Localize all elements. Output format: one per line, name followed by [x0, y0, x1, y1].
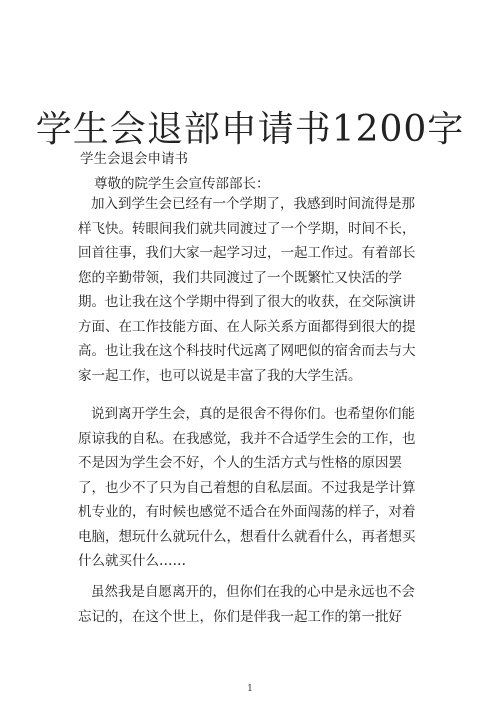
paragraph-line: 什么就买什么……: [78, 553, 186, 569]
paragraph-line: 不是因为学生会不好，个人的生活方式与性格的原因罢: [78, 455, 402, 471]
paragraph-line: 高。也让我在这个科技时代远离了网吧似的宿舍而去与大: [78, 343, 416, 359]
paragraph-1: [78, 192, 436, 388]
paragraph-line: 原谅我的自私。在我感觉，我并不合适学生会的工作，也: [78, 430, 416, 447]
paragraph-line: 机专业的，有时候也感觉不适合在外面闯荡的样子，对着: [78, 504, 416, 520]
paragraph-line: 回首往事，我们大家一起学习过，一起工作过。有着部长: [78, 245, 416, 261]
paragraph-line: 您的辛勤带领，我们共同渡过了一个既繁忙又快活的学: [78, 269, 402, 286]
paragraph-line: 样飞快。转眼间我们就共同渡过了一个学期，时间不长，: [78, 220, 416, 237]
paragraph-line: 期。也让我在这个学期中得到了很大的收获，在交际演讲: [78, 294, 416, 310]
paragraph-line: 电脑，想玩什么就玩什么，想看什么就看什么，再者想买: [78, 528, 416, 545]
paragraph-line: 说到离开学生会，真的是很舍不得你们。也希望你们能: [91, 406, 415, 422]
document-title: 学生会退部申请书1200字: [35, 109, 465, 151]
paragraph-line: 了，也少不了只为自己着想的自私层面。不过我是学计算: [78, 479, 416, 496]
paragraph-3: [78, 580, 436, 629]
paragraph-line: 方面、在工作技能方面、在人际关系方面都得到很大的提: [78, 318, 416, 335]
paragraph-line: 忘记的，在这个世上，你们是伴我一起工作的第一批好: [78, 608, 402, 625]
paragraph-line: 家一起工作，也可以说是丰富了我的大学生活。: [78, 367, 362, 384]
paragraph-line: 加入到学生会已经有一个学期了，我感到时间流得是那: [91, 196, 415, 212]
paragraph-line: 虽然我是自愿离开的，但你们在我的心中是永远也不会: [91, 584, 415, 600]
greeting-line: 尊敬的院学生会宣传部部长：: [94, 176, 270, 192]
paragraph-2: [78, 402, 436, 574]
document-subtitle: 学生会退会申请书: [80, 151, 188, 167]
page-number: 1: [247, 684, 253, 694]
